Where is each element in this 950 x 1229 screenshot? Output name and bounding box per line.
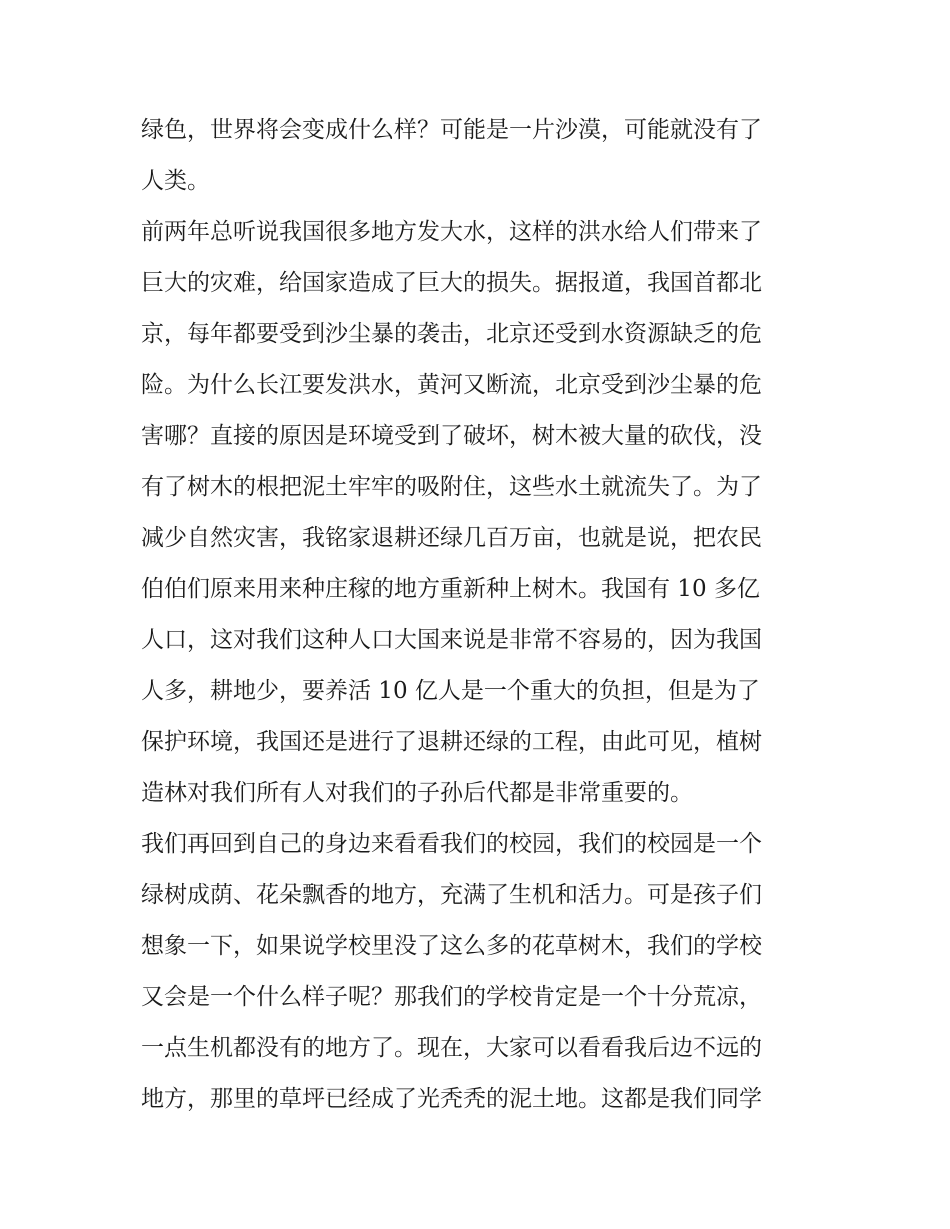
text-line: 绿树成荫、花朵飘香的地方，充满了生机和活力。可是孩子们 xyxy=(141,882,762,908)
text-line: 地方，那里的草坪已经成了光秃秃的泥土地。这都是我们同学 xyxy=(141,1086,762,1112)
text-line: 险。为什么长江要发洪水，黄河又断流，北京受到沙尘暴的危 xyxy=(141,372,762,398)
text-line: 绿色，世界将会变成什么样？可能是一片沙漠，可能就没有了 xyxy=(141,117,762,143)
text-line: 想象一下，如果说学校里没了这么多的花草树木，我们的学校 xyxy=(141,933,762,959)
text-line: 我们再回到自己的身边来看看我们的校园，我们的校园是一个 xyxy=(141,831,762,857)
text-line: 又会是一个什么样子呢？那我们的学校肯定是一个十分荒凉， xyxy=(141,984,762,1010)
body-text xyxy=(141,105,821,1125)
text-line: 保护环境，我国还是进行了退耕还绿的工程，由此可见，植树 xyxy=(141,729,762,755)
text-line: 前两年总听说我国很多地方发大水，这样的洪水给人们带来了 xyxy=(141,219,762,245)
text-line: 害哪？直接的原因是环境受到了破坏，树木被大量的砍伐，没 xyxy=(141,423,762,449)
text-line: 伯伯们原来用来种庄稼的地方重新种上树木。我国有 10 多亿 xyxy=(141,576,760,602)
text-line: 人口，这对我们这种人口大国来说是非常不容易的，因为我国 xyxy=(141,627,762,653)
text-line: 有了树木的根把泥土牢牢的吸附住，这些水土就流失了。为了 xyxy=(141,474,762,500)
text-line: 减少自然灾害，我铭家退耕还绿几百万亩，也就是说，把农民 xyxy=(141,525,762,551)
text-line: 京，每年都要受到沙尘暴的袭击，北京还受到水资源缺乏的危 xyxy=(141,321,762,347)
text-line: 巨大的灾难，给国家造成了巨大的损失。据报道，我国首都北 xyxy=(141,270,762,296)
text-line: 一点生机都没有的地方了。现在，大家可以看看我后边不远的 xyxy=(141,1035,762,1061)
text-line: 造林对我们所有人对我们的子孙后代都是非常重要的。 xyxy=(141,780,693,806)
text-line: 人类。 xyxy=(141,168,210,194)
text-line: 人多，耕地少，要养活 10 亿人是一个重大的负担，但是为了 xyxy=(141,678,760,704)
